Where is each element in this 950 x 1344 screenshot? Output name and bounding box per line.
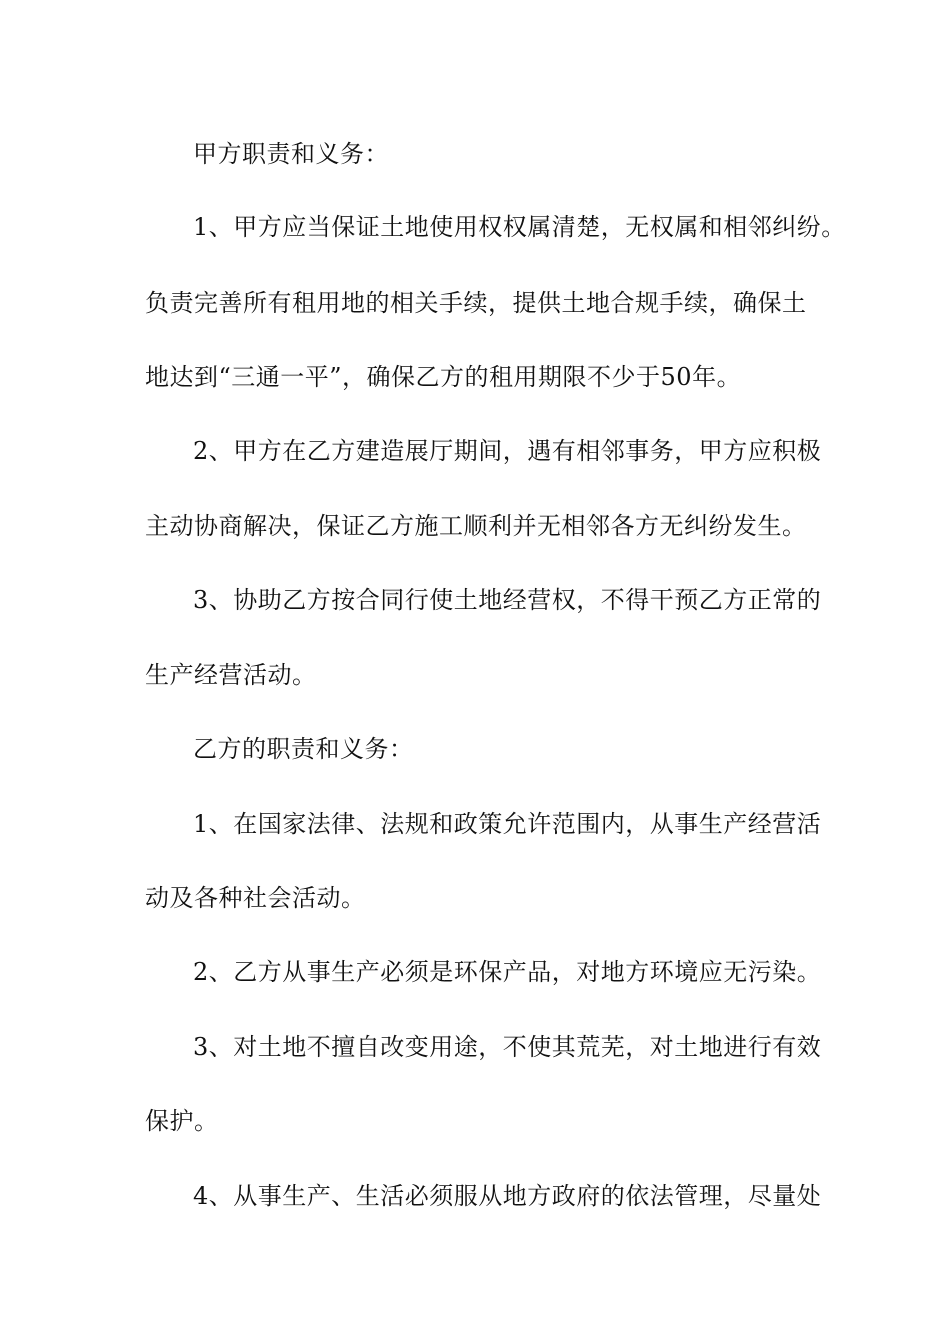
paragraph-line: 4、从事生产、生活必须服从地方政府的依法管理，尽量处: [193, 1182, 822, 1210]
paragraph-line: 1、在国家法律、法规和政策允许范围内，从事生产经营活: [193, 810, 822, 838]
paragraph-line: 3、对土地不擅自改变用途，不使其荒芜，对土地进行有效: [193, 1033, 822, 1061]
paragraph-line: 2、甲方在乙方建造展厅期间，遇有相邻事务，甲方应积极: [193, 437, 822, 465]
paragraph-line: 生产经营活动。: [145, 661, 317, 689]
paragraph-line: 2、乙方从事生产必须是环保产品，对地方环境应无污染。: [193, 958, 822, 986]
paragraph-line: 负责完善所有租用地的相关手续，提供土地合规手续，确保土: [145, 289, 807, 317]
paragraph-line: 动及各种社会活动。: [145, 884, 366, 912]
paragraph-line: 主动协商解决，保证乙方施工顺利并无相邻各方无纠纷发生。: [145, 512, 807, 540]
paragraph-line: 3、协助乙方按合同行使土地经营权，不得干预乙方正常的: [193, 586, 822, 614]
paragraph-line: 1、甲方应当保证土地使用权权属清楚，无权属和相邻纠纷。: [193, 213, 846, 241]
paragraph-line: 保护。: [145, 1107, 219, 1135]
section-heading-party-a: 甲方职责和义务：: [193, 140, 389, 168]
section-heading-party-b: 乙方的职责和义务：: [193, 735, 414, 763]
paragraph-line: 地达到“三通一平”，确保乙方的租用期限不少于50年。: [145, 363, 742, 391]
